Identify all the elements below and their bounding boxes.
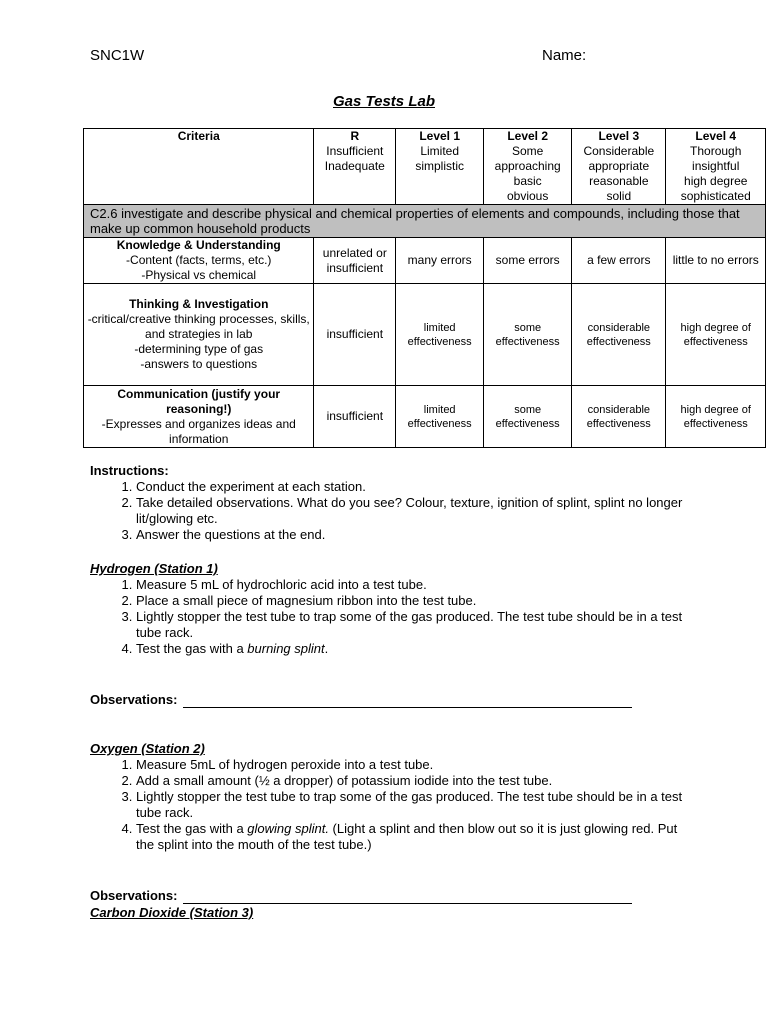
curriculum-expectation-row	[84, 205, 766, 238]
oxygen-observations-line[interactable]	[183, 903, 632, 904]
criteria-thinking: Thinking & Investigation -critical/creative thinking processes, skills, and strategies in lab -determining type of gas -answers to questions	[84, 284, 314, 386]
page-title: Gas Tests Lab	[333, 93, 435, 110]
list-item: 3. Lightly stopper the test tube to trap some of the gas produced. The test tube should be in a test tube rack.	[136, 609, 690, 641]
rubric-cell: many errors	[396, 238, 484, 284]
list-item: 3. Lightly stopper the test tube to trap some of the gas produced. The test tube should be in a test tube rack.	[136, 789, 690, 821]
rubric-cell: considerable effectiveness	[572, 386, 666, 448]
rubric-row-knowledge	[84, 238, 766, 284]
list-item: 2. Place a small piece of magnesium ribbon into the test tube.	[136, 593, 690, 609]
curriculum-expectation: C2.6 investigate and describe physical and chemical properties of elements and compounds, including those that make up common household products	[84, 205, 766, 238]
rubric-row-thinking	[84, 284, 766, 386]
oxygen-section	[90, 741, 690, 853]
oxygen-steps	[90, 757, 690, 853]
instructions-section	[90, 463, 690, 543]
rubric-cell: some errors	[484, 238, 572, 284]
rubric-cell: unrelated or insufficient	[314, 238, 396, 284]
instructions-list	[90, 479, 690, 543]
rubric-cell: a few errors	[572, 238, 666, 284]
rubric-col-level-2: Level 2 Some approaching basic obvious	[484, 129, 572, 205]
rubric-cell: insufficient	[314, 386, 396, 448]
rubric-col-r: R Insufficient Inadequate	[314, 129, 396, 205]
course-code: SNC1W	[90, 47, 145, 64]
oxygen-heading: Oxygen (Station 2)	[90, 741, 205, 756]
instructions-heading: Instructions:	[90, 463, 169, 478]
list-item: 3. Answer the questions at the end.	[136, 527, 690, 543]
rubric-cell: some effectiveness	[484, 386, 572, 448]
list-item: 4. Test the gas with a burning splint.	[136, 641, 690, 657]
hydrogen-observations-label: Observations:	[90, 692, 178, 707]
rubric-cell: insufficient	[314, 284, 396, 386]
rubric-cell: considerable effectiveness	[572, 284, 666, 386]
hydrogen-steps	[90, 577, 690, 657]
rubric-row-communication	[84, 386, 766, 448]
hydrogen-observations-line[interactable]	[183, 707, 632, 708]
rubric-col-criteria: Criteria	[84, 129, 314, 205]
rubric-header-row	[84, 129, 766, 205]
oxygen-observations-label: Observations:	[90, 888, 178, 903]
list-item: 4. Test the gas with a glowing splint. (Light a splint and then blow out so it is just glowing red. Put the splint into the mouth of the test tube.)	[136, 821, 690, 853]
rubric-cell: little to no errors	[666, 238, 766, 284]
list-item: 2. Take detailed observations. What do you see? Colour, texture, ignition of splint, splint no longer lit/glowing etc.	[136, 495, 690, 527]
rubric-cell: some effectiveness	[484, 284, 572, 386]
list-item: 2. Add a small amount (½ a dropper) of potassium iodide into the test tube.	[136, 773, 690, 789]
glowing-splint-term: glowing splint.	[247, 821, 329, 836]
hydrogen-heading: Hydrogen (Station 1)	[90, 561, 218, 576]
rubric-col-level-4: Level 4 Thorough insightful high degree sophisticated	[666, 129, 766, 205]
rubric-col-level-3: Level 3 Considerable appropriate reasonable solid	[572, 129, 666, 205]
list-item: 1. Conduct the experiment at each station.	[136, 479, 690, 495]
rubric-col-level-1: Level 1 Limited simplistic	[396, 129, 484, 205]
rubric-cell: high degree of effectiveness	[666, 284, 766, 386]
burning-splint-term: burning splint	[247, 641, 325, 656]
list-item: 1. Measure 5 mL of hydrochloric acid into a test tube.	[136, 577, 690, 593]
name-label: Name:	[542, 47, 587, 64]
rubric-cell: limited effectiveness	[396, 284, 484, 386]
hydrogen-section	[90, 561, 690, 657]
carbon-dioxide-heading: Carbon Dioxide (Station 3)	[90, 905, 254, 920]
criteria-knowledge: Knowledge & Understanding -Content (facts, terms, etc.) -Physical vs chemical	[84, 238, 314, 284]
list-item: 1. Measure 5mL of hydrogen peroxide into a test tube.	[136, 757, 690, 773]
rubric-cell: high degree of effectiveness	[666, 386, 766, 448]
criteria-communication: Communication (justify your reasoning!) -Expresses and organizes ideas and information	[84, 386, 314, 448]
rubric-table	[83, 128, 766, 448]
rubric-cell: limited effectiveness	[396, 386, 484, 448]
